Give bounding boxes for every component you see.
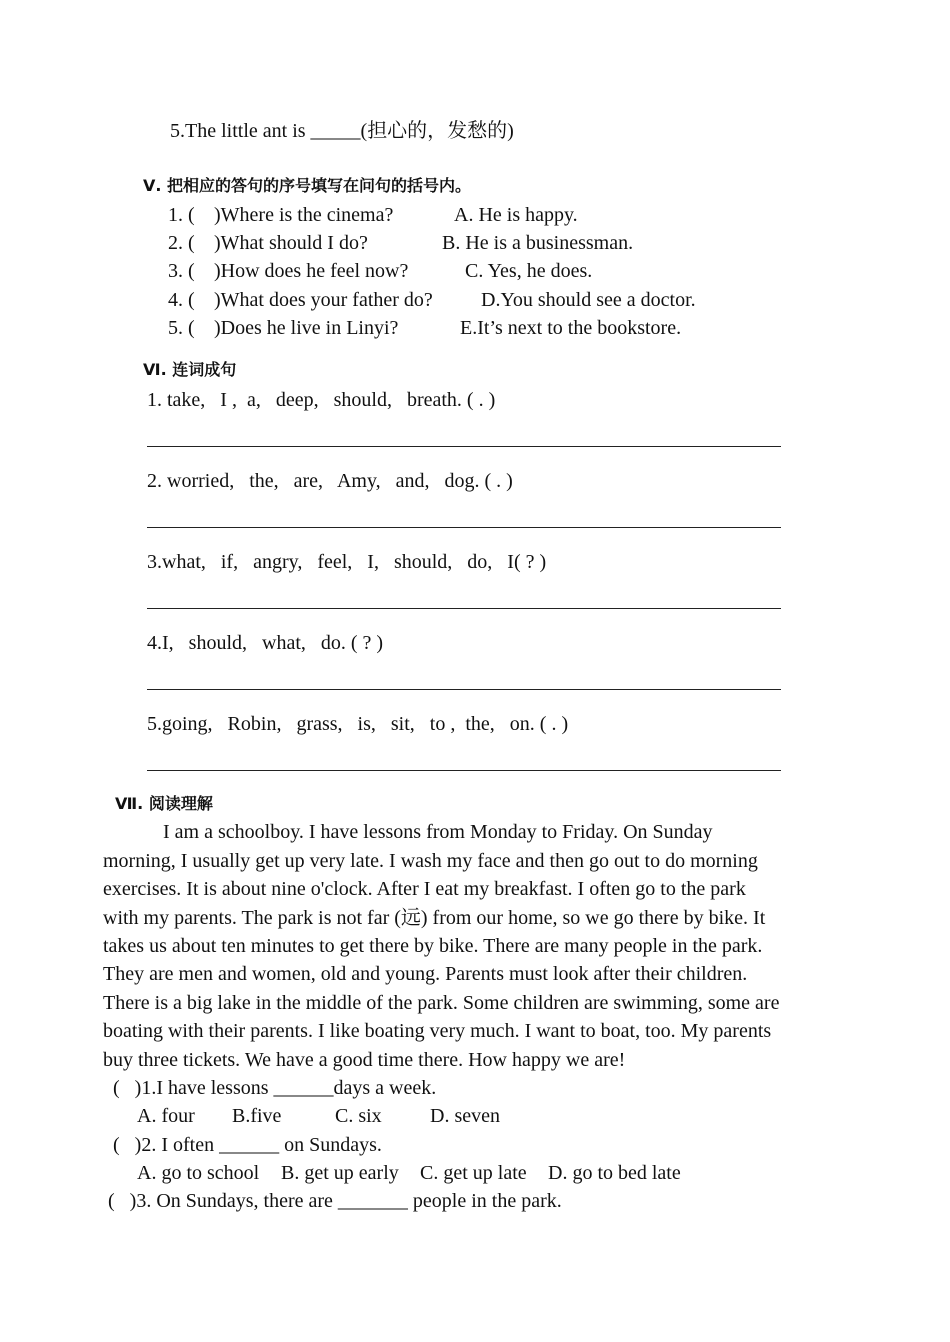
section-6-heading: Ⅵ. 连词成句 <box>143 360 237 379</box>
match-answer: C. Yes, he does. <box>465 260 593 282</box>
word-order-item: 5.going, Robin, grass, is, sit, to , the, on. ( . ) <box>147 713 569 735</box>
option: A. four <box>137 1105 195 1127</box>
answer-line[interactable] <box>147 608 781 609</box>
match-question: )What should I do? <box>214 232 368 254</box>
answer-line[interactable] <box>147 770 781 771</box>
match-question: )Where is the cinema? <box>214 204 394 226</box>
match-question: )How does he feel now? <box>214 260 409 282</box>
passage-line: exercises. It is about nine o'clock. After I eat my breakfast. I often go to the park <box>103 878 746 900</box>
answer-line[interactable] <box>147 446 781 447</box>
match-answer: D.You should see a doctor. <box>481 289 696 311</box>
match-question: )Does he live in Linyi? <box>214 317 399 339</box>
passage-line: morning, I usually get up very late. I wash my face and then go out to do morning <box>103 850 758 872</box>
answer-line[interactable] <box>147 689 781 690</box>
word-order-item: 4.I, should, what, do. ( ? ) <box>147 632 384 654</box>
word-order-item: 1. take, I , a, deep, should, breath. ( . ) <box>147 389 496 411</box>
question-4-5: 5.The little ant is _____(担心的，发愁的) <box>170 120 514 142</box>
passage-line: There is a big lake in the middle of the park. Some children are swimming, some are <box>103 992 780 1014</box>
passage-line: takes us about ten minutes to get there by bike. There are many people in the park. <box>103 935 763 957</box>
reading-question: ( )1.I have lessons ______days a week. <box>113 1077 437 1099</box>
option: C. six <box>335 1105 382 1127</box>
match-num: 2. ( <box>168 232 195 254</box>
passage-line: I am a schoolboy. I have lessons from Monday to Friday. On Sunday <box>163 821 713 843</box>
word-order-item: 2. worried, the, are, Amy, and, dog. ( . ) <box>147 470 513 492</box>
passage-line: with my parents. The park is not far (远) from our home, so we go there by bike. It <box>103 907 766 929</box>
match-num: 5. ( <box>168 317 195 339</box>
passage-line: boating with their parents. I like boating very much. I want to boat, too. My parents <box>103 1020 772 1042</box>
match-answer: E.It’s next to the bookstore. <box>460 317 682 339</box>
option: B. get up early <box>281 1162 399 1184</box>
reading-question: ( )2. I often ______ on Sundays. <box>113 1134 382 1156</box>
option: D. go to bed late <box>548 1162 681 1184</box>
answer-line[interactable] <box>147 527 781 528</box>
option: C. get up late <box>420 1162 527 1184</box>
match-num: 4. ( <box>168 289 195 311</box>
option: D. seven <box>430 1105 500 1127</box>
word-order-item: 3.what, if, angry, feel, I, should, do, I( ? ) <box>147 551 547 573</box>
option: B.five <box>232 1105 282 1127</box>
section-7-heading: Ⅶ. 阅读理解 <box>115 794 213 813</box>
option: A. go to school <box>137 1162 260 1184</box>
passage-line: They are men and women, old and young. Parents must look after their children. <box>103 963 748 985</box>
reading-question: ( )3. On Sundays, there are _______ people in the park. <box>108 1190 562 1212</box>
match-question: )What does your father do? <box>214 289 433 311</box>
match-num: 1. ( <box>168 204 195 226</box>
passage-line: buy three tickets. We have a good time there. How happy we are! <box>103 1049 626 1071</box>
match-answer: A. He is happy. <box>454 204 578 226</box>
section-5-heading: Ⅴ. 把相应的答句的序号填写在问句的括号内。 <box>143 176 472 195</box>
match-answer: B. He is a businessman. <box>442 232 634 254</box>
match-num: 3. ( <box>168 260 195 282</box>
